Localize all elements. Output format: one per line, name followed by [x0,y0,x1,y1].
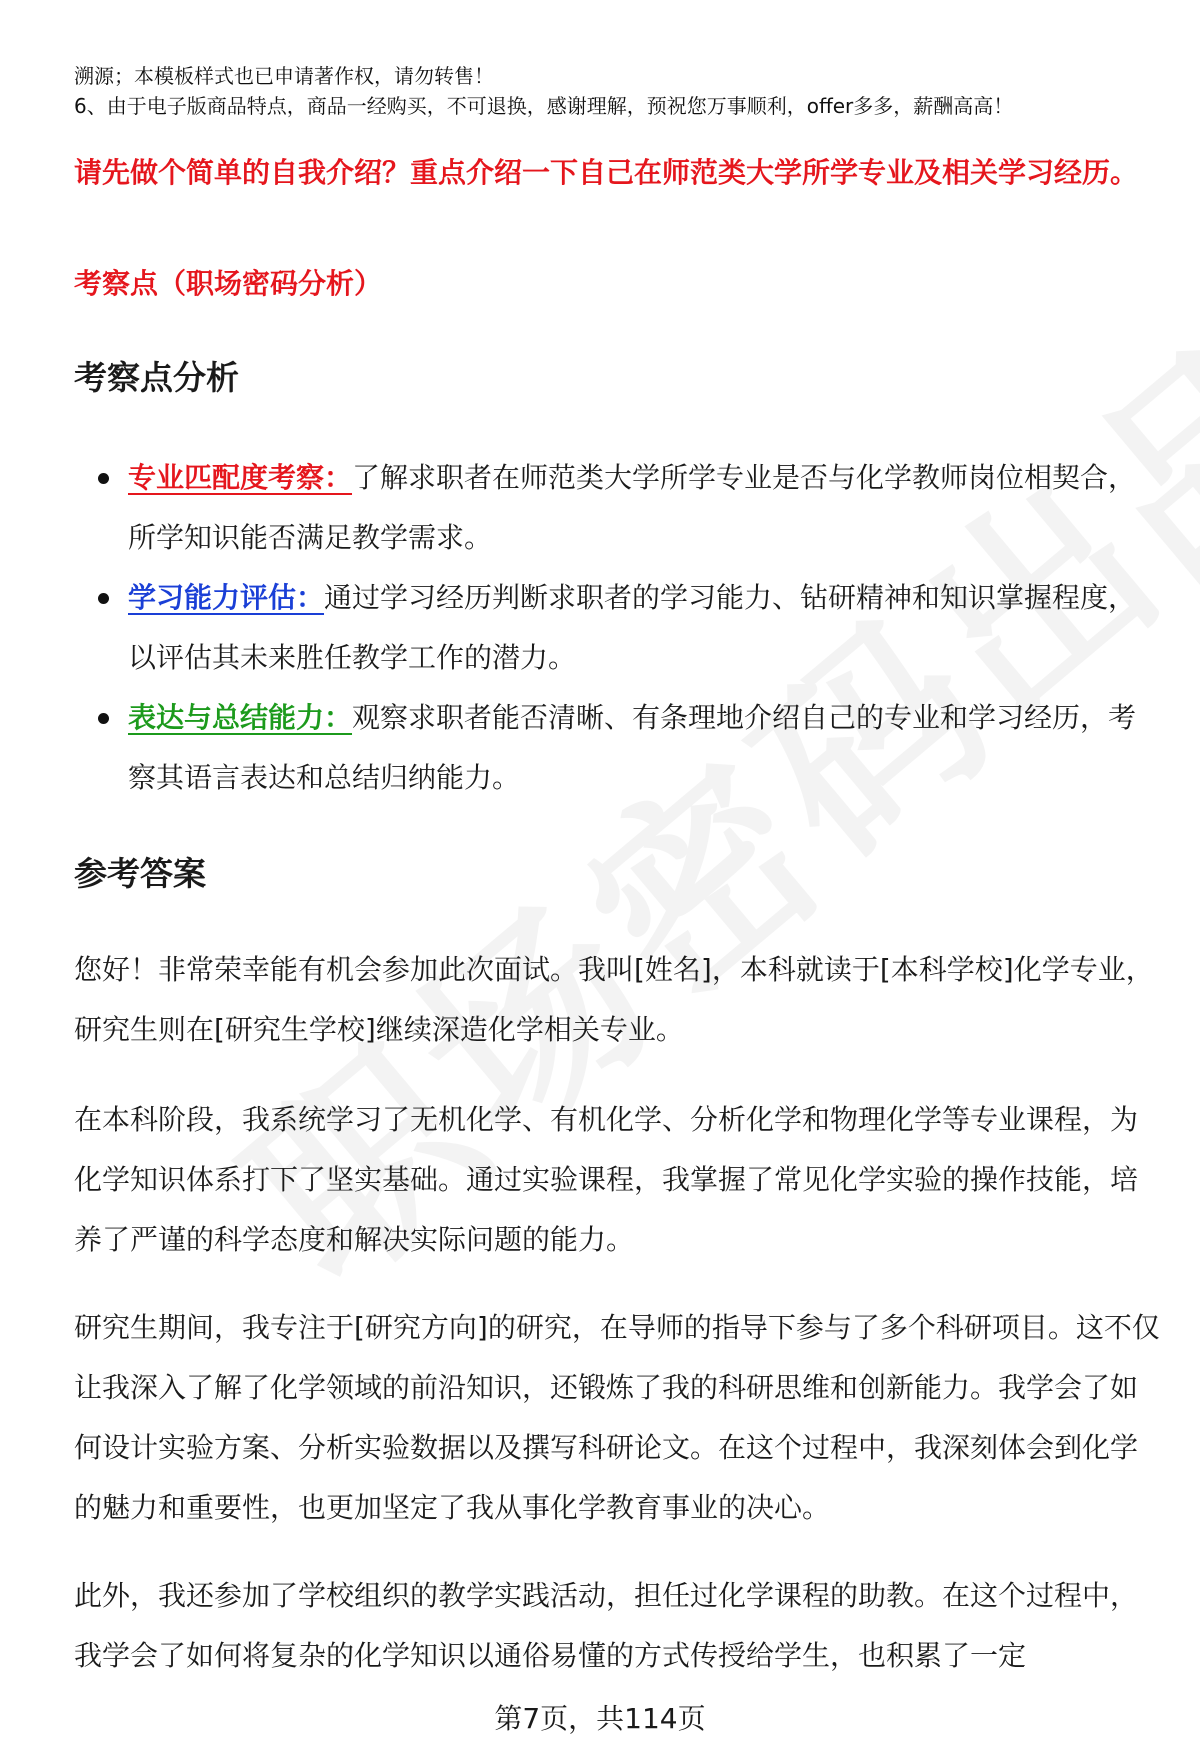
bullet-dot-icon [98,593,109,604]
page-number-footer: 第7页，共114页 [494,1702,706,1735]
answer-paragraph-2: 在本科阶段，我系统学习了无机化学、有机化学、分析化学和物理化学等专业课程，为化学知识体系打下了坚实基础。通过实验课程，我掌握了常见化学实验的操作技能，培养了严谨的科学态度和解决实际问题的能力。 [74,1103,1139,1256]
answer-heading: 参考答案 [74,854,206,893]
bullet-dot-icon [98,713,109,724]
answer-paragraph-4: 此外，我还参加了学校组织的教学实践活动，担任过化学课程的助教。在这个过程中，我学会了如何将复杂的化学知识以通俗易懂的方式传授给学生，也积累了一定 [74,1579,1139,1672]
analysis-item-title: 专业匹配度考察： [128,461,353,494]
notice-line-2: 6、由于电子版商品特点，商品一经购买，不可退换，感谢理解，预祝您万事顺利，offer多多，薪酬高高！ [74,94,1014,118]
analysis-list [128,448,1158,808]
analysis-item-text: 观察求职者能否清晰、有条理地介绍自己的专业和学习经历，考察其语言表达和总结归纳能力。 [128,701,1137,794]
answer-paragraph-1: 您好！非常荣幸能有机会参加此次面试。我叫[姓名]，本科就读于[本科学校]化学专业，研究生则在[研究生学校]继续深造化学相关专业。 [74,953,1154,1046]
analysis-item-learning-ability [128,568,1158,688]
exam-point-label: 考察点（职场密码分析） [74,267,383,300]
analysis-item-professional-match [128,448,1158,568]
question-title: 请先做个简单的自我介绍？重点介绍一下自己在师范类大学所学专业及相关学习经历。 [74,156,1139,189]
bullet-dot-icon [98,473,109,484]
analysis-item-expression-ability [128,688,1158,808]
answer-paragraph-3: 研究生期间，我专注于[研究方向]的研究，在导师的指导下参与了多个科研项目。这不仅让我深入了解了化学领域的前沿知识，还锻炼了我的科研思维和创新能力。我学会了如何设计实验方案、分析实验数据以及撰写科研论文。在这个过程中，我深刻体会到化学的魅力和重要性，也更加坚定了我从事化学教育事业的决心。 [74,1311,1160,1524]
analysis-item-text: 通过学习经历判断求职者的学习能力、钻研精神和知识掌握程度，以评估其未来胜任教学工作的潜力。 [128,581,1137,674]
analysis-item-title: 学习能力评估： [128,581,325,614]
analysis-item-text: 了解求职者在师范类大学所学专业是否与化学教师岗位相契合，所学知识能否满足教学需求。 [128,461,1137,554]
notice-line-1: 溯源；本模板样式也已申请著作权，请勿转售！ [74,64,494,88]
analysis-item-title: 表达与总结能力： [128,701,353,734]
analysis-heading: 考察点分析 [74,358,239,397]
